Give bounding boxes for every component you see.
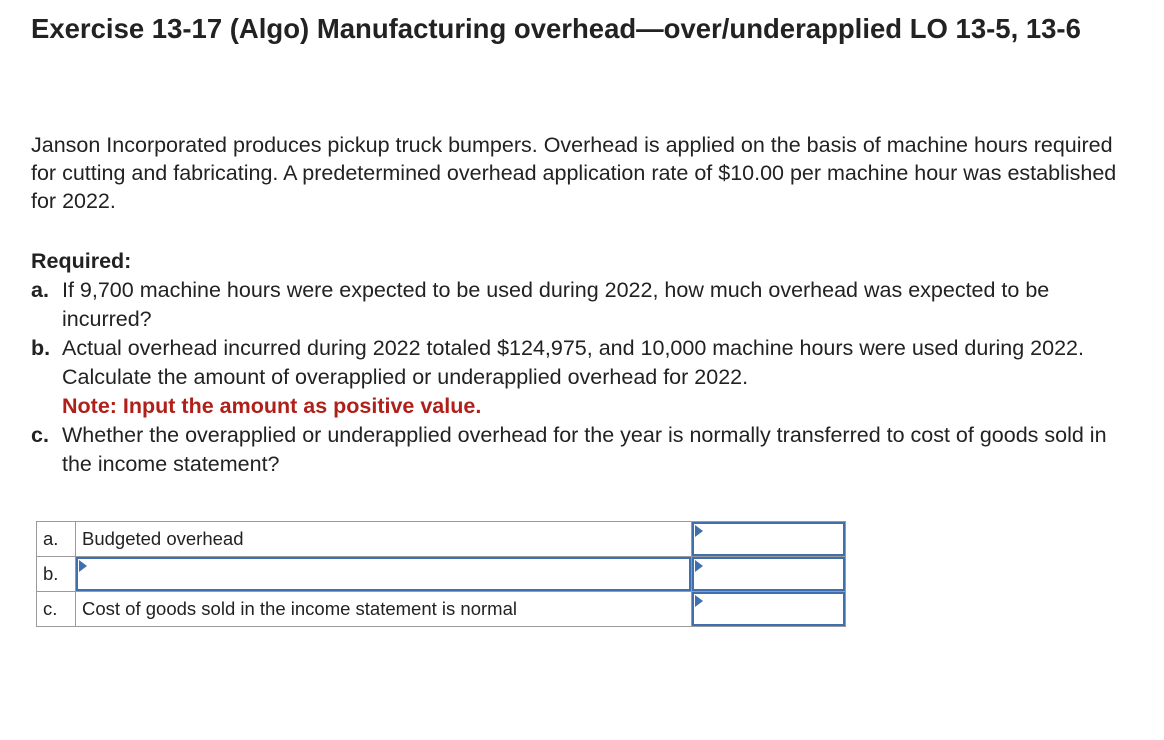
answer-row-b [37, 557, 846, 592]
answer-row-c [37, 592, 846, 627]
budgeted-overhead-input[interactable] [694, 524, 843, 554]
answer-row-letter: a. [37, 522, 76, 557]
answer-c-box [692, 592, 845, 626]
dropdown-marker-icon [695, 525, 703, 537]
answer-b-cell [692, 557, 846, 592]
required-item-note: Note: Input the amount as positive value. [62, 394, 482, 418]
problem-intro: Janson Incorporated produces pickup truck bumpers. Overhead is applied on the basis of machine hours required for cutting and fabricating. A predetermined overhead application rate of $10.00 per machine hour was established for 2022. [31, 133, 1117, 213]
answer-b-box [692, 557, 845, 591]
required-item-text: Actual overhead incurred during 2022 totaled $124,975, and 10,000 machine hours were used during 2022. Calculate the amount of overapplied or underapplied overhead for 2022. [62, 336, 1084, 389]
required-section [31, 247, 1141, 479]
required-item-letter: b. [31, 336, 51, 360]
required-item-text: Whether the overapplied or underapplied overhead for the year is normally transferred to cost of goods sold in the income statement? [62, 423, 1107, 476]
answer-a-cell [692, 522, 846, 557]
over-underapplied-amount-input[interactable] [694, 559, 843, 589]
required-heading: Required: [31, 249, 132, 273]
answer-row-label: Budgeted overhead [76, 522, 692, 557]
answer-b-label-box [76, 557, 691, 591]
page-title: Exercise 13-17 (Algo) Manufacturing overhead—over/underapplied LO 13-5, 13-6 [31, 13, 1081, 44]
answer-row-letter: b. [37, 557, 76, 592]
required-item-letter: c. [31, 423, 49, 447]
answer-row-label: Cost of goods sold in the income statement is normal [76, 592, 692, 627]
required-item-b [31, 334, 1141, 421]
answer-row-a [37, 522, 846, 557]
answer-b-label-cell [76, 557, 692, 592]
required-item-a [31, 276, 1141, 334]
required-item-c [31, 421, 1141, 479]
dropdown-marker-icon [695, 560, 703, 572]
normal-transfer-dropdown[interactable] [694, 594, 843, 624]
required-item-letter: a. [31, 278, 49, 302]
dropdown-marker-icon [79, 560, 87, 572]
dropdown-marker-icon [695, 595, 703, 607]
overhead-type-dropdown[interactable] [78, 559, 689, 589]
answer-row-letter: c. [37, 592, 76, 627]
answer-table [36, 521, 846, 627]
required-item-text: If 9,700 machine hours were expected to be used during 2022, how much overhead was expected to be incurred? [62, 278, 1050, 331]
answer-a-box [692, 522, 845, 556]
answer-c-cell [692, 592, 846, 627]
